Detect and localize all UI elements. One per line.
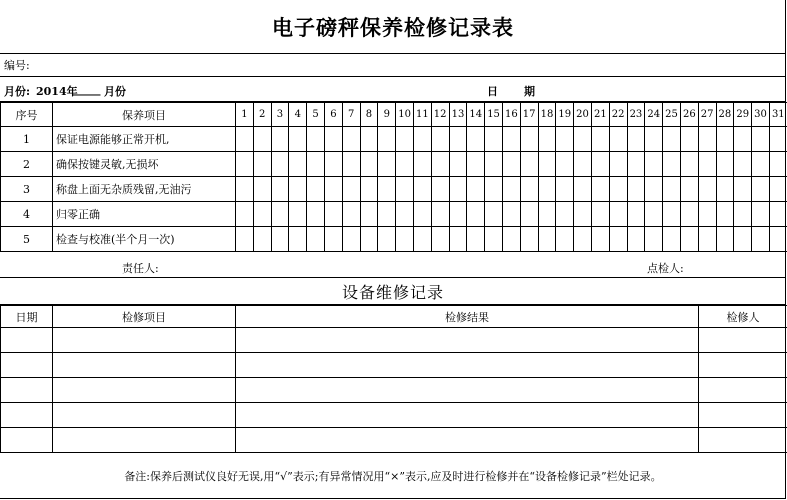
repair-item-cell[interactable] — [53, 353, 236, 378]
check-cell[interactable] — [449, 202, 467, 227]
check-cell[interactable] — [716, 202, 734, 227]
row-seq: 3 — [1, 177, 53, 202]
day-header: 8 — [360, 103, 378, 127]
repair-person-cell[interactable] — [699, 428, 787, 453]
check-cell[interactable] — [645, 177, 663, 202]
check-cell[interactable] — [289, 127, 307, 152]
day-header: 29 — [734, 103, 752, 127]
repair-row — [1, 403, 787, 428]
check-cell[interactable] — [396, 177, 414, 202]
check-cell[interactable] — [289, 177, 307, 202]
day-header: 30 — [752, 103, 770, 127]
footnote: 备注:保养后测试仪良好无误,用“√”表示;有异常情况用“×”表示,应及时进行检修并在“设备检修记录”栏处记录。 — [124, 470, 662, 483]
check-cell[interactable] — [413, 177, 431, 202]
check-cell[interactable] — [574, 227, 592, 252]
check-cell[interactable] — [431, 152, 449, 177]
check-cell[interactable] — [253, 177, 271, 202]
day-header: 23 — [627, 103, 645, 127]
repair-row — [1, 353, 787, 378]
check-cell[interactable] — [627, 227, 645, 252]
repair-item-header: 检修项目 — [53, 306, 236, 328]
check-cell[interactable] — [502, 202, 520, 227]
check-cell[interactable] — [485, 152, 503, 177]
check-cell[interactable] — [734, 127, 752, 152]
row-seq: 1 — [1, 127, 53, 152]
day-header: 27 — [698, 103, 716, 127]
seq-header: 序号 — [1, 103, 53, 127]
check-cell[interactable] — [574, 152, 592, 177]
check-cell[interactable] — [609, 127, 627, 152]
check-cell[interactable] — [253, 227, 271, 252]
check-cell[interactable] — [716, 227, 734, 252]
check-cell[interactable] — [716, 177, 734, 202]
check-cell[interactable] — [502, 127, 520, 152]
check-cell[interactable] — [680, 127, 698, 152]
maintenance-row — [1, 227, 787, 252]
repair-date-cell[interactable] — [1, 353, 53, 378]
month-blank: _____ — [73, 83, 101, 96]
check-cell[interactable] — [467, 177, 485, 202]
repair-item-cell[interactable] — [53, 428, 236, 453]
check-cell[interactable] — [520, 177, 538, 202]
day-header: 22 — [609, 103, 627, 127]
check-cell[interactable] — [663, 152, 681, 177]
check-cell[interactable] — [378, 152, 396, 177]
check-cell[interactable] — [698, 177, 716, 202]
check-cell[interactable] — [271, 177, 289, 202]
check-cell[interactable] — [413, 152, 431, 177]
check-cell[interactable] — [627, 152, 645, 177]
day-header: 14 — [467, 103, 485, 127]
check-cell[interactable] — [485, 227, 503, 252]
check-cell[interactable] — [289, 227, 307, 252]
item-header: 保养项目 — [53, 103, 236, 127]
check-cell[interactable] — [609, 227, 627, 252]
row-item: 归零正确 — [53, 202, 236, 227]
repair-person-header: 检修人 — [699, 306, 787, 328]
check-cell[interactable] — [645, 227, 663, 252]
check-cell[interactable] — [413, 127, 431, 152]
day-header: 19 — [556, 103, 574, 127]
check-cell[interactable] — [236, 202, 254, 227]
check-cell[interactable] — [378, 202, 396, 227]
check-cell[interactable] — [520, 152, 538, 177]
check-cell[interactable] — [253, 127, 271, 152]
repair-result-cell[interactable] — [236, 353, 699, 378]
repair-result-cell[interactable] — [236, 428, 699, 453]
check-cell[interactable] — [556, 127, 574, 152]
check-cell[interactable] — [307, 227, 325, 252]
maintenance-row — [1, 152, 787, 177]
check-cell[interactable] — [396, 127, 414, 152]
repair-item-cell[interactable] — [53, 403, 236, 428]
check-cell[interactable] — [236, 127, 254, 152]
check-cell[interactable] — [769, 152, 787, 177]
check-cell[interactable] — [734, 202, 752, 227]
check-cell[interactable] — [556, 202, 574, 227]
check-cell[interactable] — [289, 202, 307, 227]
repair-date-cell[interactable] — [1, 403, 53, 428]
check-cell[interactable] — [680, 202, 698, 227]
check-cell[interactable] — [467, 127, 485, 152]
check-cell[interactable] — [502, 227, 520, 252]
day-header: 12 — [431, 103, 449, 127]
repair-date-header: 日期 — [1, 306, 53, 328]
check-cell[interactable] — [342, 152, 360, 177]
check-cell[interactable] — [627, 202, 645, 227]
check-cell[interactable] — [360, 202, 378, 227]
repair-row — [1, 428, 787, 453]
check-cell[interactable] — [431, 127, 449, 152]
check-cell[interactable] — [467, 227, 485, 252]
check-cell[interactable] — [431, 177, 449, 202]
check-cell[interactable] — [663, 227, 681, 252]
check-cell[interactable] — [769, 177, 787, 202]
check-cell[interactable] — [324, 152, 342, 177]
check-cell[interactable] — [752, 177, 770, 202]
day-header: 24 — [645, 103, 663, 127]
check-cell[interactable] — [734, 177, 752, 202]
repair-row — [1, 328, 787, 353]
day-header: 26 — [680, 103, 698, 127]
check-cell[interactable] — [752, 227, 770, 252]
date-label-2: 期 — [524, 85, 535, 98]
check-cell[interactable] — [574, 177, 592, 202]
day-header: 20 — [574, 103, 592, 127]
signature-row — [0, 254, 786, 278]
day-header: 2 — [253, 103, 271, 127]
check-cell[interactable] — [769, 127, 787, 152]
month-prefix: 月份: — [4, 85, 31, 98]
repair-item-cell[interactable] — [53, 328, 236, 353]
check-cell[interactable] — [271, 127, 289, 152]
check-cell[interactable] — [609, 177, 627, 202]
check-cell[interactable] — [236, 152, 254, 177]
repair-result-cell[interactable] — [236, 403, 699, 428]
check-cell[interactable] — [663, 177, 681, 202]
day-header: 7 — [342, 103, 360, 127]
date-label: 日 — [487, 85, 498, 98]
day-header: 4 — [289, 103, 307, 127]
day-header: 16 — [502, 103, 520, 127]
check-cell[interactable] — [769, 227, 787, 252]
check-cell[interactable] — [449, 152, 467, 177]
check-cell[interactable] — [591, 227, 609, 252]
check-cell[interactable] — [324, 202, 342, 227]
day-header: 1 — [236, 103, 254, 127]
check-cell[interactable] — [538, 152, 556, 177]
day-header: 13 — [449, 103, 467, 127]
check-cell[interactable] — [485, 127, 503, 152]
check-cell[interactable] — [467, 152, 485, 177]
responsible-label: 责任人: — [122, 262, 159, 275]
check-cell[interactable] — [467, 202, 485, 227]
row-seq: 4 — [1, 202, 53, 227]
repair-section-title: 设备维修记录 — [0, 278, 786, 305]
check-cell[interactable] — [253, 152, 271, 177]
check-cell[interactable] — [449, 127, 467, 152]
check-cell[interactable] — [591, 127, 609, 152]
check-cell[interactable] — [253, 202, 271, 227]
check-cell[interactable] — [556, 227, 574, 252]
check-cell[interactable] — [449, 227, 467, 252]
day-header: 3 — [271, 103, 289, 127]
check-cell[interactable] — [236, 227, 254, 252]
maintenance-header-row — [1, 103, 787, 127]
check-cell[interactable] — [431, 227, 449, 252]
check-cell[interactable] — [556, 177, 574, 202]
check-cell[interactable] — [645, 202, 663, 227]
repair-date-cell[interactable] — [1, 428, 53, 453]
row-item: 称盘上面无杂质残留,无油污 — [53, 177, 236, 202]
check-cell[interactable] — [734, 152, 752, 177]
check-cell[interactable] — [360, 127, 378, 152]
check-cell[interactable] — [307, 202, 325, 227]
form-title: 电子磅秤保养检修记录表 — [0, 0, 786, 54]
check-cell[interactable] — [378, 177, 396, 202]
check-cell[interactable] — [342, 227, 360, 252]
maintenance-table — [0, 102, 787, 252]
check-cell[interactable] — [271, 152, 289, 177]
check-cell[interactable] — [449, 177, 467, 202]
day-header: 31 — [769, 103, 787, 127]
check-cell[interactable] — [360, 152, 378, 177]
repair-result-cell[interactable] — [236, 328, 699, 353]
check-cell[interactable] — [520, 202, 538, 227]
row-item: 检查与校准(半个月一次) — [53, 227, 236, 252]
check-cell[interactable] — [324, 227, 342, 252]
month-suffix: 月份 — [104, 85, 126, 98]
repair-date-cell[interactable] — [1, 378, 53, 403]
day-header: 10 — [396, 103, 414, 127]
check-cell[interactable] — [307, 152, 325, 177]
repair-person-cell[interactable] — [699, 378, 787, 403]
day-header: 6 — [324, 103, 342, 127]
check-cell[interactable] — [289, 152, 307, 177]
day-header: 17 — [520, 103, 538, 127]
row-item: 确保按键灵敏,无损坏 — [53, 152, 236, 177]
check-cell[interactable] — [396, 202, 414, 227]
row-seq: 2 — [1, 152, 53, 177]
day-header: 15 — [485, 103, 503, 127]
check-cell[interactable] — [307, 127, 325, 152]
check-cell[interactable] — [307, 177, 325, 202]
repair-result-header: 检修结果 — [236, 306, 699, 328]
repair-result-cell[interactable] — [236, 378, 699, 403]
day-header: 5 — [307, 103, 325, 127]
month-year: 2014年 — [36, 85, 78, 98]
check-cell[interactable] — [609, 152, 627, 177]
check-cell[interactable] — [591, 202, 609, 227]
check-cell[interactable] — [485, 177, 503, 202]
check-cell[interactable] — [663, 202, 681, 227]
check-cell[interactable] — [396, 152, 414, 177]
row-seq: 5 — [1, 227, 53, 252]
repair-person-cell[interactable] — [699, 328, 787, 353]
check-cell[interactable] — [680, 177, 698, 202]
repair-date-cell[interactable] — [1, 328, 53, 353]
row-item: 保证电源能够正常开机, — [53, 127, 236, 152]
maintenance-row — [1, 127, 787, 152]
check-cell[interactable] — [396, 227, 414, 252]
check-cell[interactable] — [716, 152, 734, 177]
day-header: 25 — [663, 103, 681, 127]
check-cell[interactable] — [716, 127, 734, 152]
check-cell[interactable] — [413, 227, 431, 252]
month-row — [0, 77, 786, 102]
check-cell[interactable] — [271, 202, 289, 227]
day-header: 9 — [378, 103, 396, 127]
check-cell[interactable] — [680, 152, 698, 177]
check-cell[interactable] — [698, 152, 716, 177]
repair-table — [0, 305, 787, 453]
check-cell[interactable] — [520, 227, 538, 252]
check-cell[interactable] — [431, 202, 449, 227]
repair-person-cell[interactable] — [699, 353, 787, 378]
check-cell[interactable] — [378, 227, 396, 252]
day-header: 21 — [591, 103, 609, 127]
check-cell[interactable] — [342, 177, 360, 202]
inspector-label: 点检人: — [647, 262, 684, 275]
repair-header-row — [1, 306, 787, 328]
check-cell[interactable] — [591, 152, 609, 177]
check-cell[interactable] — [663, 127, 681, 152]
check-cell[interactable] — [591, 177, 609, 202]
day-header: 28 — [716, 103, 734, 127]
check-cell[interactable] — [538, 177, 556, 202]
check-cell[interactable] — [236, 177, 254, 202]
check-cell[interactable] — [538, 202, 556, 227]
check-cell[interactable] — [574, 127, 592, 152]
day-header: 18 — [538, 103, 556, 127]
check-cell[interactable] — [360, 177, 378, 202]
check-cell[interactable] — [627, 177, 645, 202]
check-cell[interactable] — [680, 227, 698, 252]
check-cell[interactable] — [556, 152, 574, 177]
maintenance-row — [1, 177, 787, 202]
check-cell[interactable] — [752, 202, 770, 227]
check-cell[interactable] — [698, 127, 716, 152]
check-cell[interactable] — [538, 127, 556, 152]
check-cell[interactable] — [574, 202, 592, 227]
code-row — [0, 54, 786, 77]
check-cell[interactable] — [502, 152, 520, 177]
check-cell[interactable] — [342, 202, 360, 227]
check-cell[interactable] — [360, 227, 378, 252]
check-cell[interactable] — [324, 127, 342, 152]
check-cell[interactable] — [520, 127, 538, 152]
check-cell[interactable] — [752, 127, 770, 152]
maintenance-row — [1, 202, 787, 227]
check-cell[interactable] — [752, 152, 770, 177]
repair-person-cell[interactable] — [699, 403, 787, 428]
check-cell[interactable] — [645, 152, 663, 177]
check-cell[interactable] — [698, 202, 716, 227]
check-cell[interactable] — [609, 202, 627, 227]
check-cell[interactable] — [485, 202, 503, 227]
check-cell[interactable] — [627, 127, 645, 152]
repair-item-cell[interactable] — [53, 378, 236, 403]
check-cell[interactable] — [502, 177, 520, 202]
check-cell[interactable] — [378, 127, 396, 152]
check-cell[interactable] — [413, 202, 431, 227]
check-cell[interactable] — [324, 177, 342, 202]
check-cell[interactable] — [698, 227, 716, 252]
check-cell[interactable] — [769, 202, 787, 227]
code-label: 编号: — [4, 59, 30, 72]
check-cell[interactable] — [734, 227, 752, 252]
repair-row — [1, 378, 787, 403]
check-cell[interactable] — [342, 127, 360, 152]
check-cell[interactable] — [538, 227, 556, 252]
day-header: 11 — [413, 103, 431, 127]
check-cell[interactable] — [271, 227, 289, 252]
check-cell[interactable] — [645, 127, 663, 152]
